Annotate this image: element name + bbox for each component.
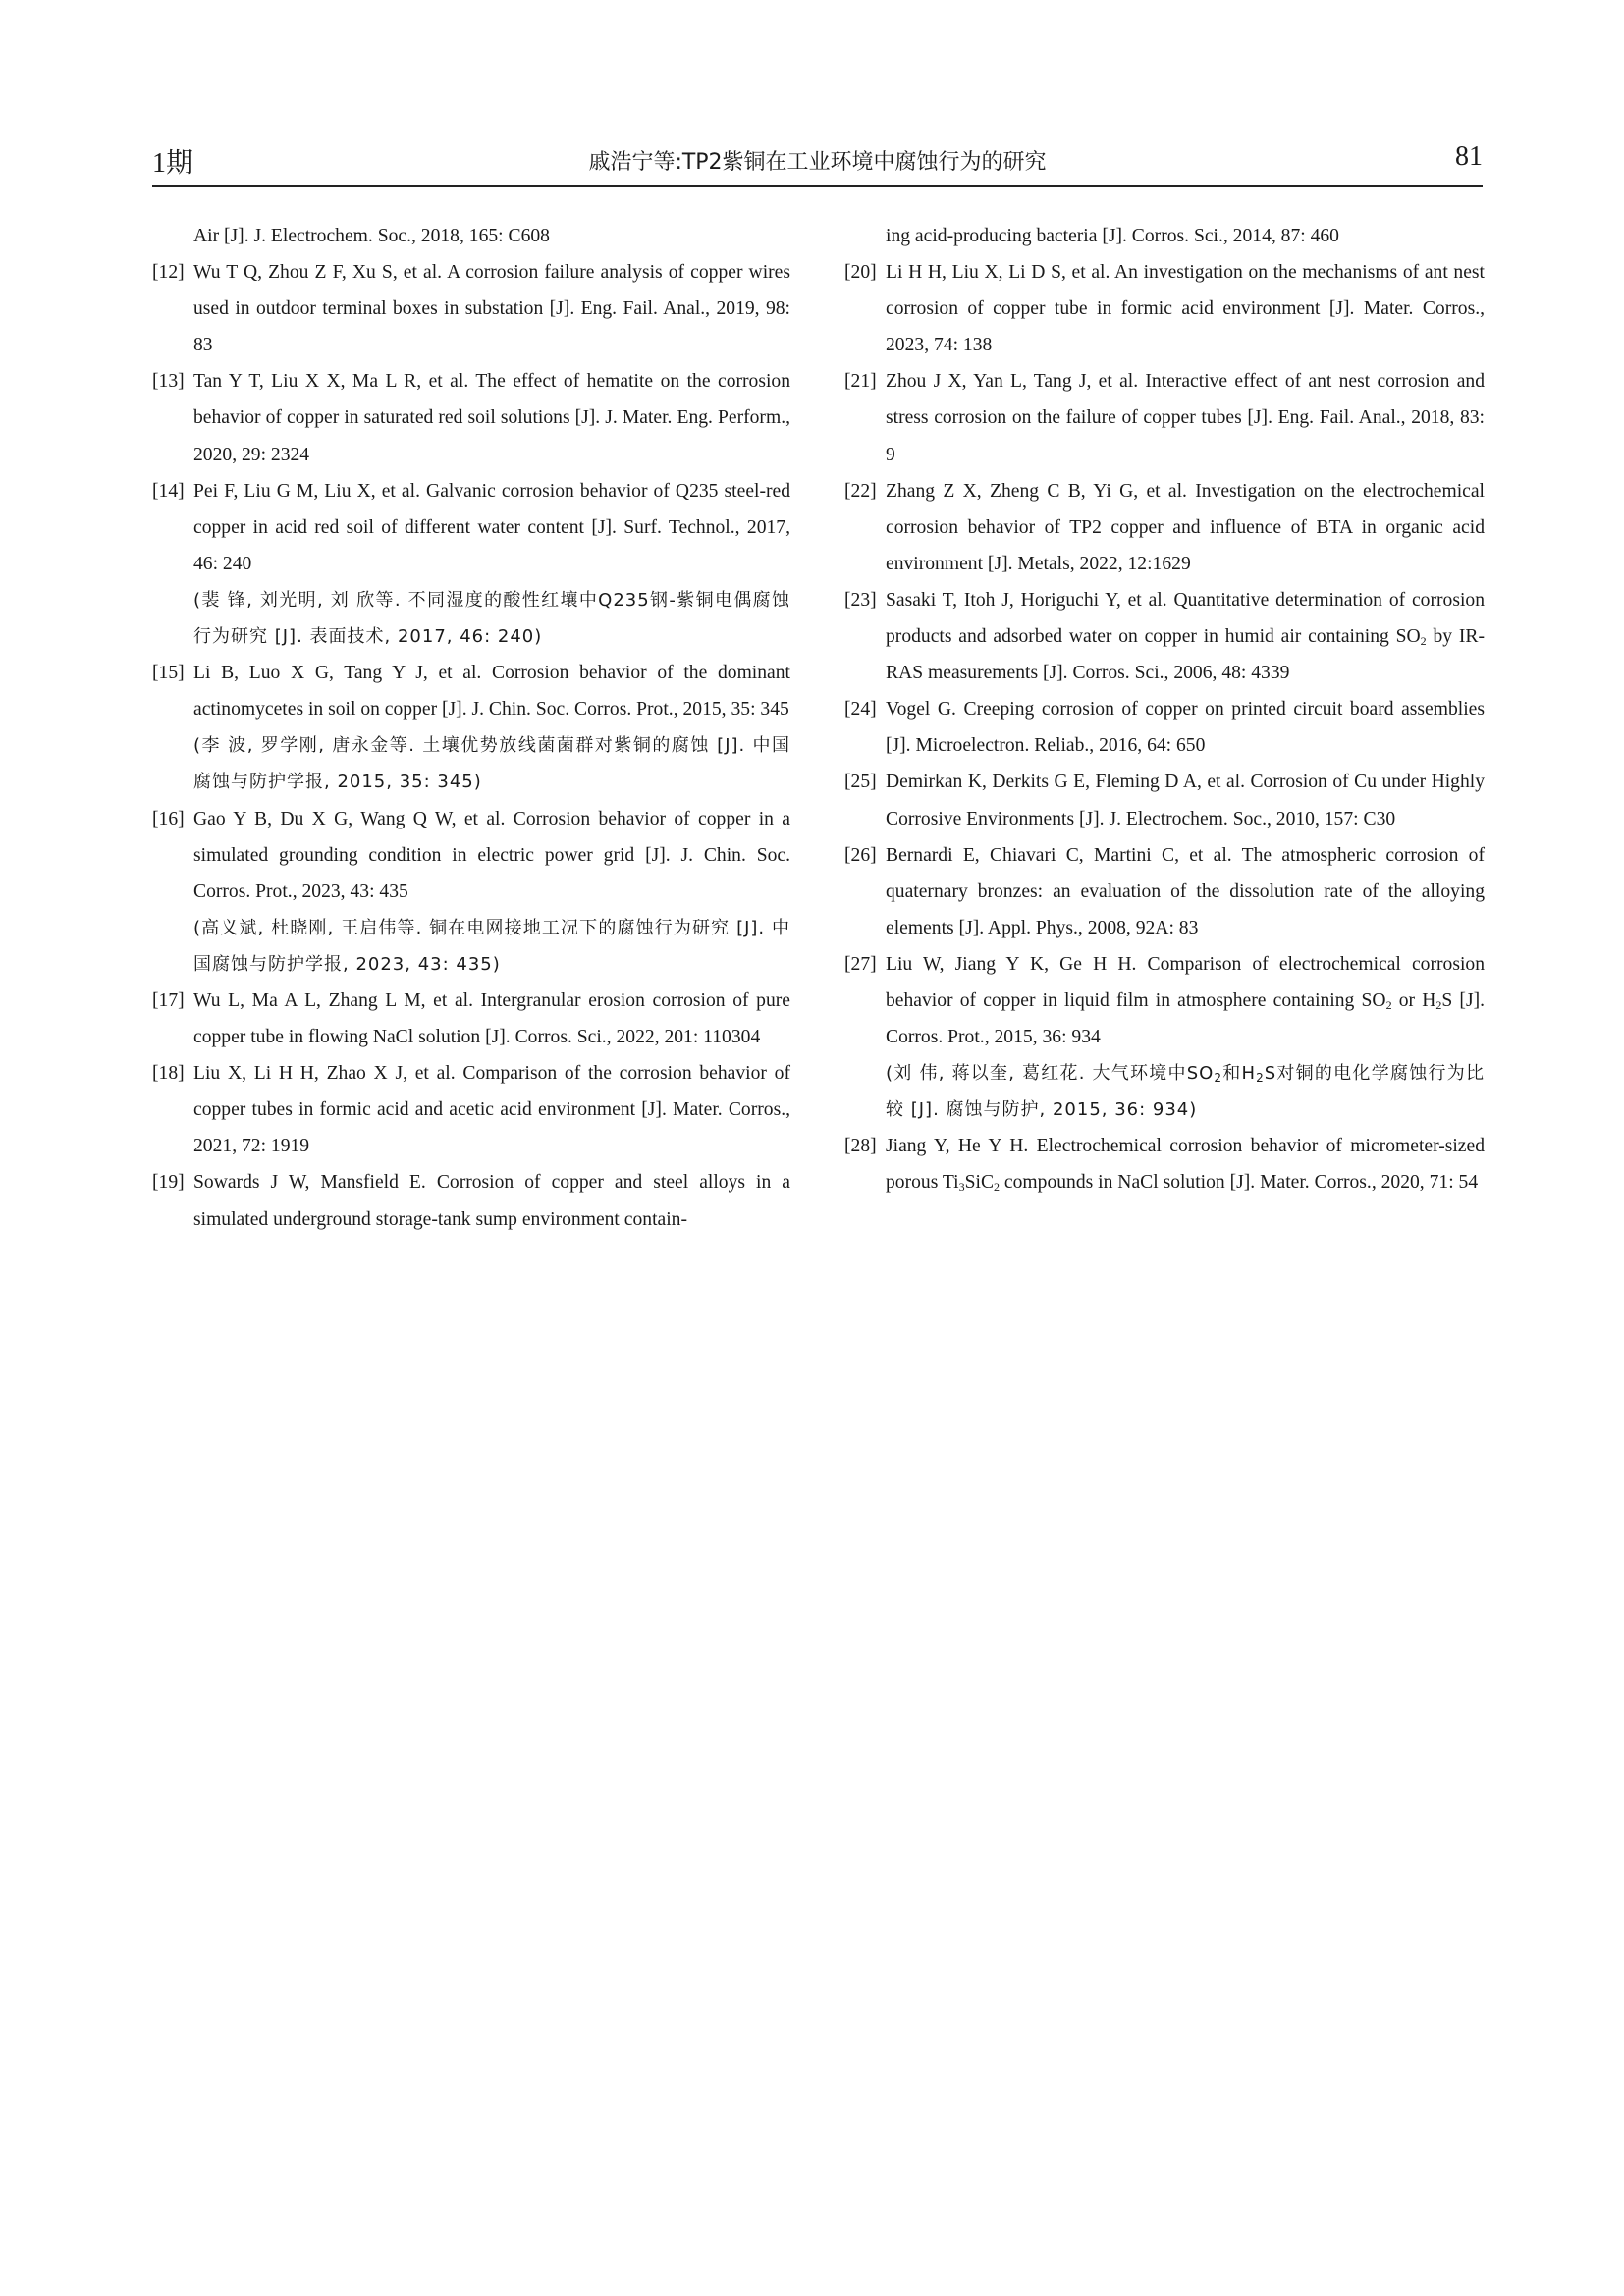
reference-item [152,655,790,800]
reference-text-part: or H [1391,989,1436,1011]
reference-number: [17] [152,989,185,1011]
reference-text: Sowards J W, Mansfield E. Corrosion of copper and steel alloys in a simulated underground storage-tank sump environment contain- [193,1172,790,1230]
reference-number: [12] [152,262,185,284]
reference-number: [13] [152,371,185,393]
reference-item [844,946,1485,1128]
reference-chinese-text: (高义斌, 杜晓刚, 王启伟等. 铜在电网接地工况下的腐蚀行为研究 [J]. 中国腐蚀与防护学报, 2023, 43: 435) [193,917,790,975]
running-header [152,137,1483,187]
reference-item [844,473,1485,582]
reference-item [152,473,790,655]
reference-item [152,254,790,363]
reference-chinese-text: (李 波, 罗学刚, 唐永金等. 土壤优势放线菌菌群对紫铜的腐蚀 [J]. 中国腐蚀与防护学报, 2015, 35: 345) [193,735,790,793]
reference-item [152,801,790,983]
reference-item [152,1055,790,1164]
reference-text-part: 和H [1222,1063,1257,1085]
reference-item [844,254,1485,363]
page-number: 81 [1455,141,1483,172]
subscript: 2 [1385,997,1392,1012]
reference-continuation: Air [J]. J. Electrochem. Soc., 2018, 165: C608 [193,226,550,246]
reference-text: Zhou J X, Yan L, Tang J, et al. Interactive effect of ant nest corrosion and stress corrosion on the failure of copper tubes [J]. Eng. Fail. Anal., 2018, 83: 9 [886,371,1485,465]
reference-item [844,837,1485,946]
reference-number: [22] [844,480,877,502]
reference-chinese-text [886,1055,1485,1128]
reference-text: Vogel G. Creeping corrosion of copper on printed circuit board assemblies [J]. Microelectron. Reliab., 2016, 64: 650 [886,699,1485,757]
reference-number: [25] [844,772,877,793]
reference-text-part: (刘 伟, 蒋以奎, 葛红花. 大气环境中SO [886,1063,1215,1085]
reference-text-part: S对铜的电化学腐蚀行为比较 [J]. 腐蚀与防护, 2015, 36: 934) [886,1063,1485,1121]
reference-number: [15] [152,663,185,684]
reference-item [152,1164,790,1237]
subscript: 2 [1214,1071,1222,1086]
reference-text: Wu L, Ma A L, Zhang L M, et al. Intergranular erosion corrosion of pure copper tube in flowing NaCl solution [J]. Corros. Sci., 2022, 201: 110304 [193,989,790,1048]
reference-number: [26] [844,844,877,866]
reference-text: Wu T Q, Zhou Z F, Xu S, et al. A corrosion failure analysis of copper wires used in outdoor terminal boxes in substation [J]. Eng. Fail. Anal., 2019, 98: 83 [193,262,790,356]
subscript: 2 [994,1180,1001,1195]
reference-text: Tan Y T, Liu X X, Ma L R, et al. The effect of hematite on the corrosion behavior of copper in saturated red soil solutions [J]. J. Mater. Eng. Perform., 2020, 29: 2324 [193,371,790,465]
reference-item [844,582,1485,691]
reference-number: [21] [844,371,877,393]
reference-item [844,691,1485,764]
subscript: 3 [958,1180,965,1195]
reference-text-part: by IR-RAS measurements [J]. Corros. Sci., 2006, 48: 4339 [886,626,1485,684]
reference-text-part: Liu W, Jiang Y K, Ge H H. Comparison of electrochemical corrosion behavior of copper in liquid film in atmosphere containing SO [886,953,1485,1011]
reference-number: [16] [152,808,185,829]
subscript: 2 [1256,1071,1265,1086]
reference-text-part: Sasaki T, Itoh J, Horiguchi Y, et al. Quantitative determination of corrosion products and adsorbed water on copper in humid air containing SO [886,589,1485,648]
reference-item [152,983,790,1055]
reference-text: Gao Y B, Du X G, Wang Q W, et al. Corrosion behavior of copper in a simulated grounding condition in electric power grid [J]. J. Chin. Soc. Corros. Prot., 2023, 43: 435 [193,808,790,902]
subscript: 2 [1420,634,1427,649]
reference-text: Zhang Z X, Zheng C B, Yi G, et al. Investigation on the electrochemical corrosion behavior of TP2 copper and influence of BTA in organic acid environment [J]. Metals, 2022, 12:1629 [886,480,1485,574]
reference-item [844,764,1485,836]
reference-number: [24] [844,699,877,721]
reference-text: Li H H, Liu X, Li D S, et al. An investigation on the mechanisms of ant nest corrosion of copper tube in formic acid environment [J]. Mater. Corros., 2023, 74: 138 [886,262,1485,356]
reference-text-part: Jiang Y, He Y H. Electrochemical corrosion behavior of micrometer-sized porous Ti [886,1136,1485,1194]
reference-chinese-text: (裴 锋, 刘光明, 刘 欣等. 不同湿度的酸性红壤中Q235钢-紫铜电偶腐蚀行为研究 [J]. 表面技术, 2017, 46: 240) [193,589,790,648]
reference-text-part: S [J]. Corros. Prot., 2015, 36: 934 [886,989,1485,1048]
reference-text: Li B, Luo X G, Tang Y J, et al. Corrosion behavior of the dominant actinomycetes in soil on copper [J]. J. Chin. Soc. Corros. Prot., 2015, 35: 345 [193,663,790,721]
running-title: 戚浩宁等:TP2紫铜在工业环境中腐蚀行为的研究 [588,150,1047,175]
reference-item [844,1128,1485,1201]
reference-text-part: SiC [964,1172,995,1194]
reference-number: [20] [844,262,877,284]
reference-column-left [152,218,790,1238]
reference-column-right [844,218,1485,1201]
reference-number: [27] [844,953,877,975]
reference-number: [19] [152,1172,185,1194]
reference-text-part: compounds in NaCl solution [J]. Mater. Corros., 2020, 71: 54 [1000,1172,1479,1194]
reference-text: Bernardi E, Chiavari C, Martini C, et al. The atmospheric corrosion of quaternary bronzes: an evaluation of the dissolution rate of the alloying elements [J]. Appl. Phys., 2008, 92A: 83 [886,844,1485,938]
reference-item [152,363,790,472]
reference-text: Pei F, Liu G M, Liu X, et al. Galvanic corrosion behavior of Q235 steel-red copper in acid red soil of different water content [J]. Surf. Technol., 2017, 46: 240 [193,480,790,574]
reference-number: [14] [152,480,185,502]
reference-item [844,363,1485,472]
reference-continuation: ing acid-producing bacteria [J]. Corros. Sci., 2014, 87: 460 [886,226,1339,246]
reference-text: Demirkan K, Derkits G E, Fleming D A, et al. Corrosion of Cu under Highly Corrosive Environments [J]. J. Electrochem. Soc., 2010, 157: C30 [886,772,1485,829]
reference-text: Liu X, Li H H, Zhao X J, et al. Comparison of the corrosion behavior of copper tubes in formic acid and acetic acid environment [J]. Mater. Corros., 2021, 72: 1919 [193,1063,790,1157]
reference-number: [23] [844,589,877,611]
reference-number: [18] [152,1063,185,1085]
issue-label: 1期 [152,148,194,179]
subscript: 2 [1435,997,1442,1012]
reference-number: [28] [844,1136,877,1157]
